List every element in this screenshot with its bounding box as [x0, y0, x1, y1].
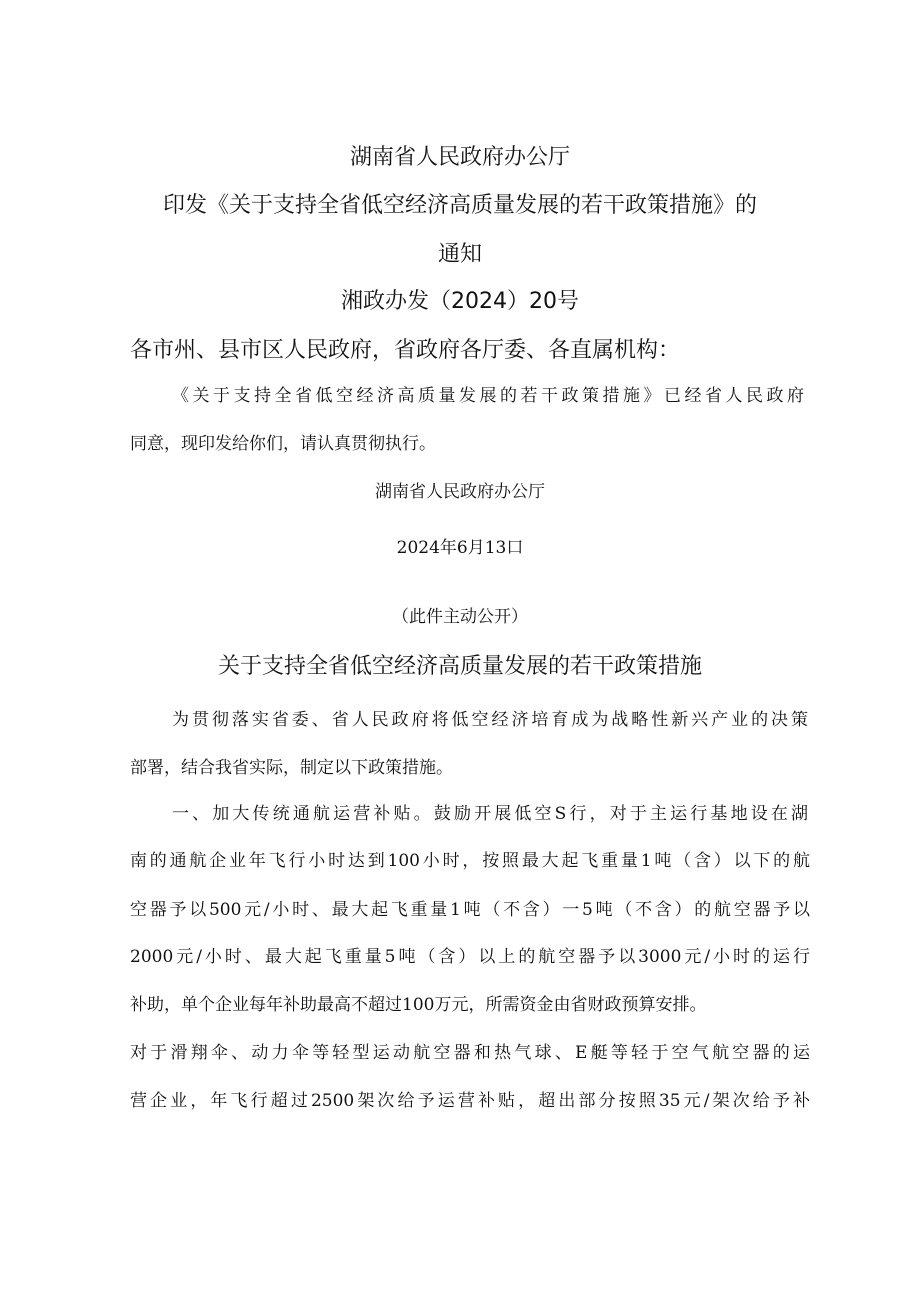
signature: 湖南省人民政府办公厅 [375, 482, 545, 502]
intro-line-1: 为贯彻落实省委、省人民政府将低空经济培育成为战略性新兴产业的决策 [172, 710, 808, 730]
issue-date: 2024年6月13口 [396, 538, 524, 558]
item1-line-2: 南的通航企业年飞行小时达到100小时，按照最大起飞重量1吨（含）以下的航 [130, 851, 810, 871]
document-number: 湘政办发（2024）20号 [341, 289, 579, 314]
notice-body-line-2: 同意，现印发给你们，请认真贯彻执行。 [130, 434, 436, 454]
item1-line-5: 补助，单个企业每年补助最高不超过100万元，所需资金由省财政预算安排。 [130, 995, 707, 1015]
item1-line-3: 空器予以500元/小时、最大起飞重量1吨（不含）一5吨（不含）的航空器予以 [130, 900, 810, 920]
issuer-heading: 湖南省人民政府办公厅 [349, 145, 570, 170]
intro-line-2: 部署，结合我省实际，制定以下政策措施。 [130, 758, 453, 778]
notice-title-line-2: 通知 [437, 242, 482, 267]
notice-body-line-1: 《关于支持全省低空经济高质量发展的若干政策措施》已经省人民政府 [172, 386, 804, 406]
item1-line-1: 一、加大传统通航运营补贴。鼓励开展低空S行，对于主运行基地设在湖 [172, 804, 808, 824]
item1-line-7: 营企业，年飞行超过2500架次给予运营补贴，超出部分按照35元/架次给予补 [130, 1091, 810, 1111]
notice-title-line-1: 印发《关于支持全省低空经济高质量发展的若干政策措施》的 [162, 193, 757, 218]
disclosure-note: （此件主动公开） [392, 607, 528, 627]
addressees: 各市州、县市区人民政府，省政府各厅委、各直属机构： [130, 338, 681, 363]
item1-line-4: 2000元/小时、最大起飞重量5吨（含）以上的航空器予以3000元/小时的运行 [130, 947, 810, 967]
policy-title: 关于支持全省低空经济高质量发展的若干政策措施 [217, 654, 702, 679]
item1-line-6: 对于滑翔伞、动力伞等轻型运动航空器和热气球、E艇等轻于空气航空器的运 [130, 1043, 810, 1063]
